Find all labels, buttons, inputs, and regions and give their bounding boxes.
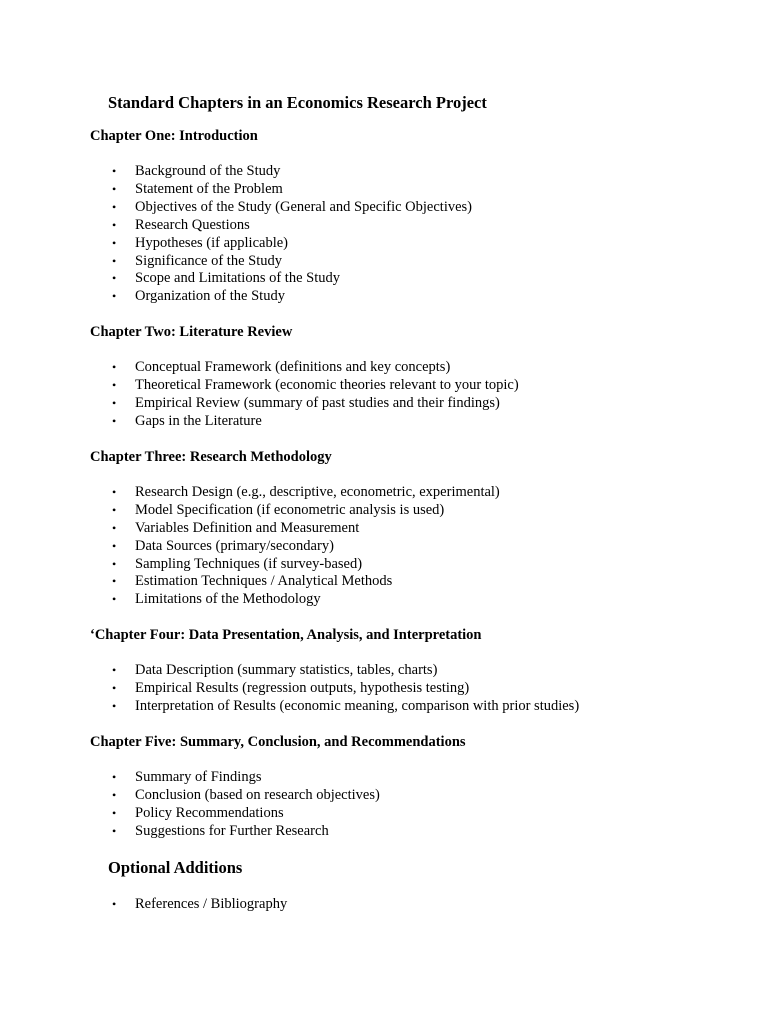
bullet-icon: • [112, 235, 117, 250]
list-item [90, 395, 728, 413]
list-item-text: Scope and Limitations of the Study [135, 270, 340, 287]
list-item-text: Research Design (e.g., descriptive, econometric, experimental) [135, 483, 500, 500]
bullet-icon: • [112, 181, 117, 196]
list-item [90, 199, 728, 217]
list-item-text: Limitations of the Methodology [135, 591, 321, 608]
bullet-icon: • [112, 217, 117, 232]
list-item-text: Gaps in the Literature [135, 412, 262, 429]
bullet-icon: • [112, 520, 117, 535]
chapter-item-list [90, 359, 728, 431]
list-item-text: Organization of the Study [135, 288, 285, 305]
list-item-text: Conclusion (based on research objectives) [135, 786, 380, 803]
bullet-icon: • [112, 396, 117, 411]
chapter-heading: Chapter One: Introduction [90, 128, 258, 144]
chapter-heading: Chapter Five: Summary, Conclusion, and Recommendations [90, 733, 466, 750]
list-item [90, 163, 728, 181]
list-item [90, 769, 728, 787]
list-item-text: Policy Recommendations [135, 804, 284, 821]
list-item-text: Estimation Techniques / Analytical Methods [135, 573, 393, 590]
list-item [90, 288, 728, 306]
list-item [90, 270, 728, 288]
bullet-icon: • [112, 805, 117, 820]
list-item [90, 573, 728, 591]
bullet-icon: • [112, 360, 117, 375]
list-item [90, 235, 728, 253]
bullet-icon: • [112, 787, 117, 802]
list-item [90, 591, 728, 609]
bullet-icon: • [112, 484, 117, 499]
bullet-icon: • [112, 574, 117, 589]
bullet-icon: • [112, 556, 117, 571]
bullet-icon: • [112, 592, 117, 607]
list-item [90, 520, 728, 538]
bullet-icon: • [112, 199, 117, 214]
list-item [90, 787, 728, 805]
chapter-item-list [90, 163, 728, 306]
list-item-text: Suggestions for Further Research [135, 822, 329, 839]
list-item-text: Statement of the Problem [135, 180, 283, 197]
list-item [90, 662, 728, 680]
list-item-text: Empirical Review (summary of past studies and their findings) [135, 395, 500, 412]
bullet-icon: • [112, 823, 117, 838]
document-title: Standard Chapters in an Economics Research Project [108, 93, 487, 112]
bullet-icon: • [112, 896, 117, 911]
chapter-item-list [90, 769, 728, 841]
bullet-icon: • [112, 538, 117, 553]
list-item-text: Summary of Findings [135, 768, 262, 785]
list-item [90, 181, 728, 199]
list-item-text: Sampling Techniques (if survey-based) [135, 555, 363, 572]
list-item [90, 484, 728, 502]
list-item-text: Hypotheses (if applicable) [135, 234, 289, 251]
list-item-text: Variables Definition and Measurement [135, 519, 360, 536]
list-item-text: Research Questions [135, 216, 250, 233]
list-item-text: Empirical Results (regression outputs, hypothesis testing) [135, 680, 470, 697]
list-item-text: References / Bibliography [135, 895, 288, 912]
list-item [90, 217, 728, 235]
chapter-heading: Chapter Three: Research Methodology [90, 448, 332, 465]
chapters-container [90, 127, 728, 841]
list-item-text: Data Description (summary statistics, tables, charts) [135, 662, 438, 679]
list-item-text: Model Specification (if econometric analysis is used) [135, 501, 445, 518]
list-item [90, 538, 728, 556]
list-item-text: Objectives of the Study (General and Specific Objectives) [135, 198, 473, 215]
list-item [90, 502, 728, 520]
optional-additions-heading: Optional Additions [108, 857, 243, 877]
bullet-icon: • [112, 699, 117, 714]
chapter-heading: Chapter Two: Literature Review [90, 324, 293, 341]
list-item-text: Background of the Study [135, 163, 281, 179]
optional-additions-list [90, 896, 728, 914]
bullet-icon: • [112, 681, 117, 696]
bullet-icon: • [112, 271, 117, 286]
list-item [90, 823, 728, 841]
list-item-text: Data Sources (primary/secondary) [135, 537, 334, 554]
bullet-icon: • [112, 413, 117, 428]
list-item [90, 680, 728, 698]
bullet-icon: • [112, 378, 117, 393]
list-item-text: Significance of the Study [135, 252, 282, 269]
bullet-icon: • [112, 769, 117, 784]
list-item [90, 805, 728, 823]
list-item [90, 698, 728, 716]
list-item [90, 253, 728, 271]
bullet-icon: • [112, 663, 117, 678]
chapter-item-list [90, 484, 728, 609]
bullet-icon: • [112, 289, 117, 304]
chapter-item-list [90, 662, 728, 716]
list-item-text: Conceptual Framework (definitions and key concepts) [135, 359, 451, 376]
list-item [90, 413, 728, 431]
list-item-text: Interpretation of Results (economic meaning, comparison with prior studies) [135, 698, 580, 715]
bullet-icon: • [112, 253, 117, 268]
bullet-icon: • [112, 502, 117, 517]
bullet-icon: • [112, 164, 117, 178]
list-item [90, 556, 728, 574]
list-item-text: Theoretical Framework (economic theories relevant to your topic) [135, 377, 519, 394]
list-item [90, 359, 728, 377]
chapter-heading: ‘Chapter Four: Data Presentation, Analysis, and Interpretation [90, 627, 482, 644]
list-item [90, 896, 728, 914]
list-item [90, 377, 728, 395]
